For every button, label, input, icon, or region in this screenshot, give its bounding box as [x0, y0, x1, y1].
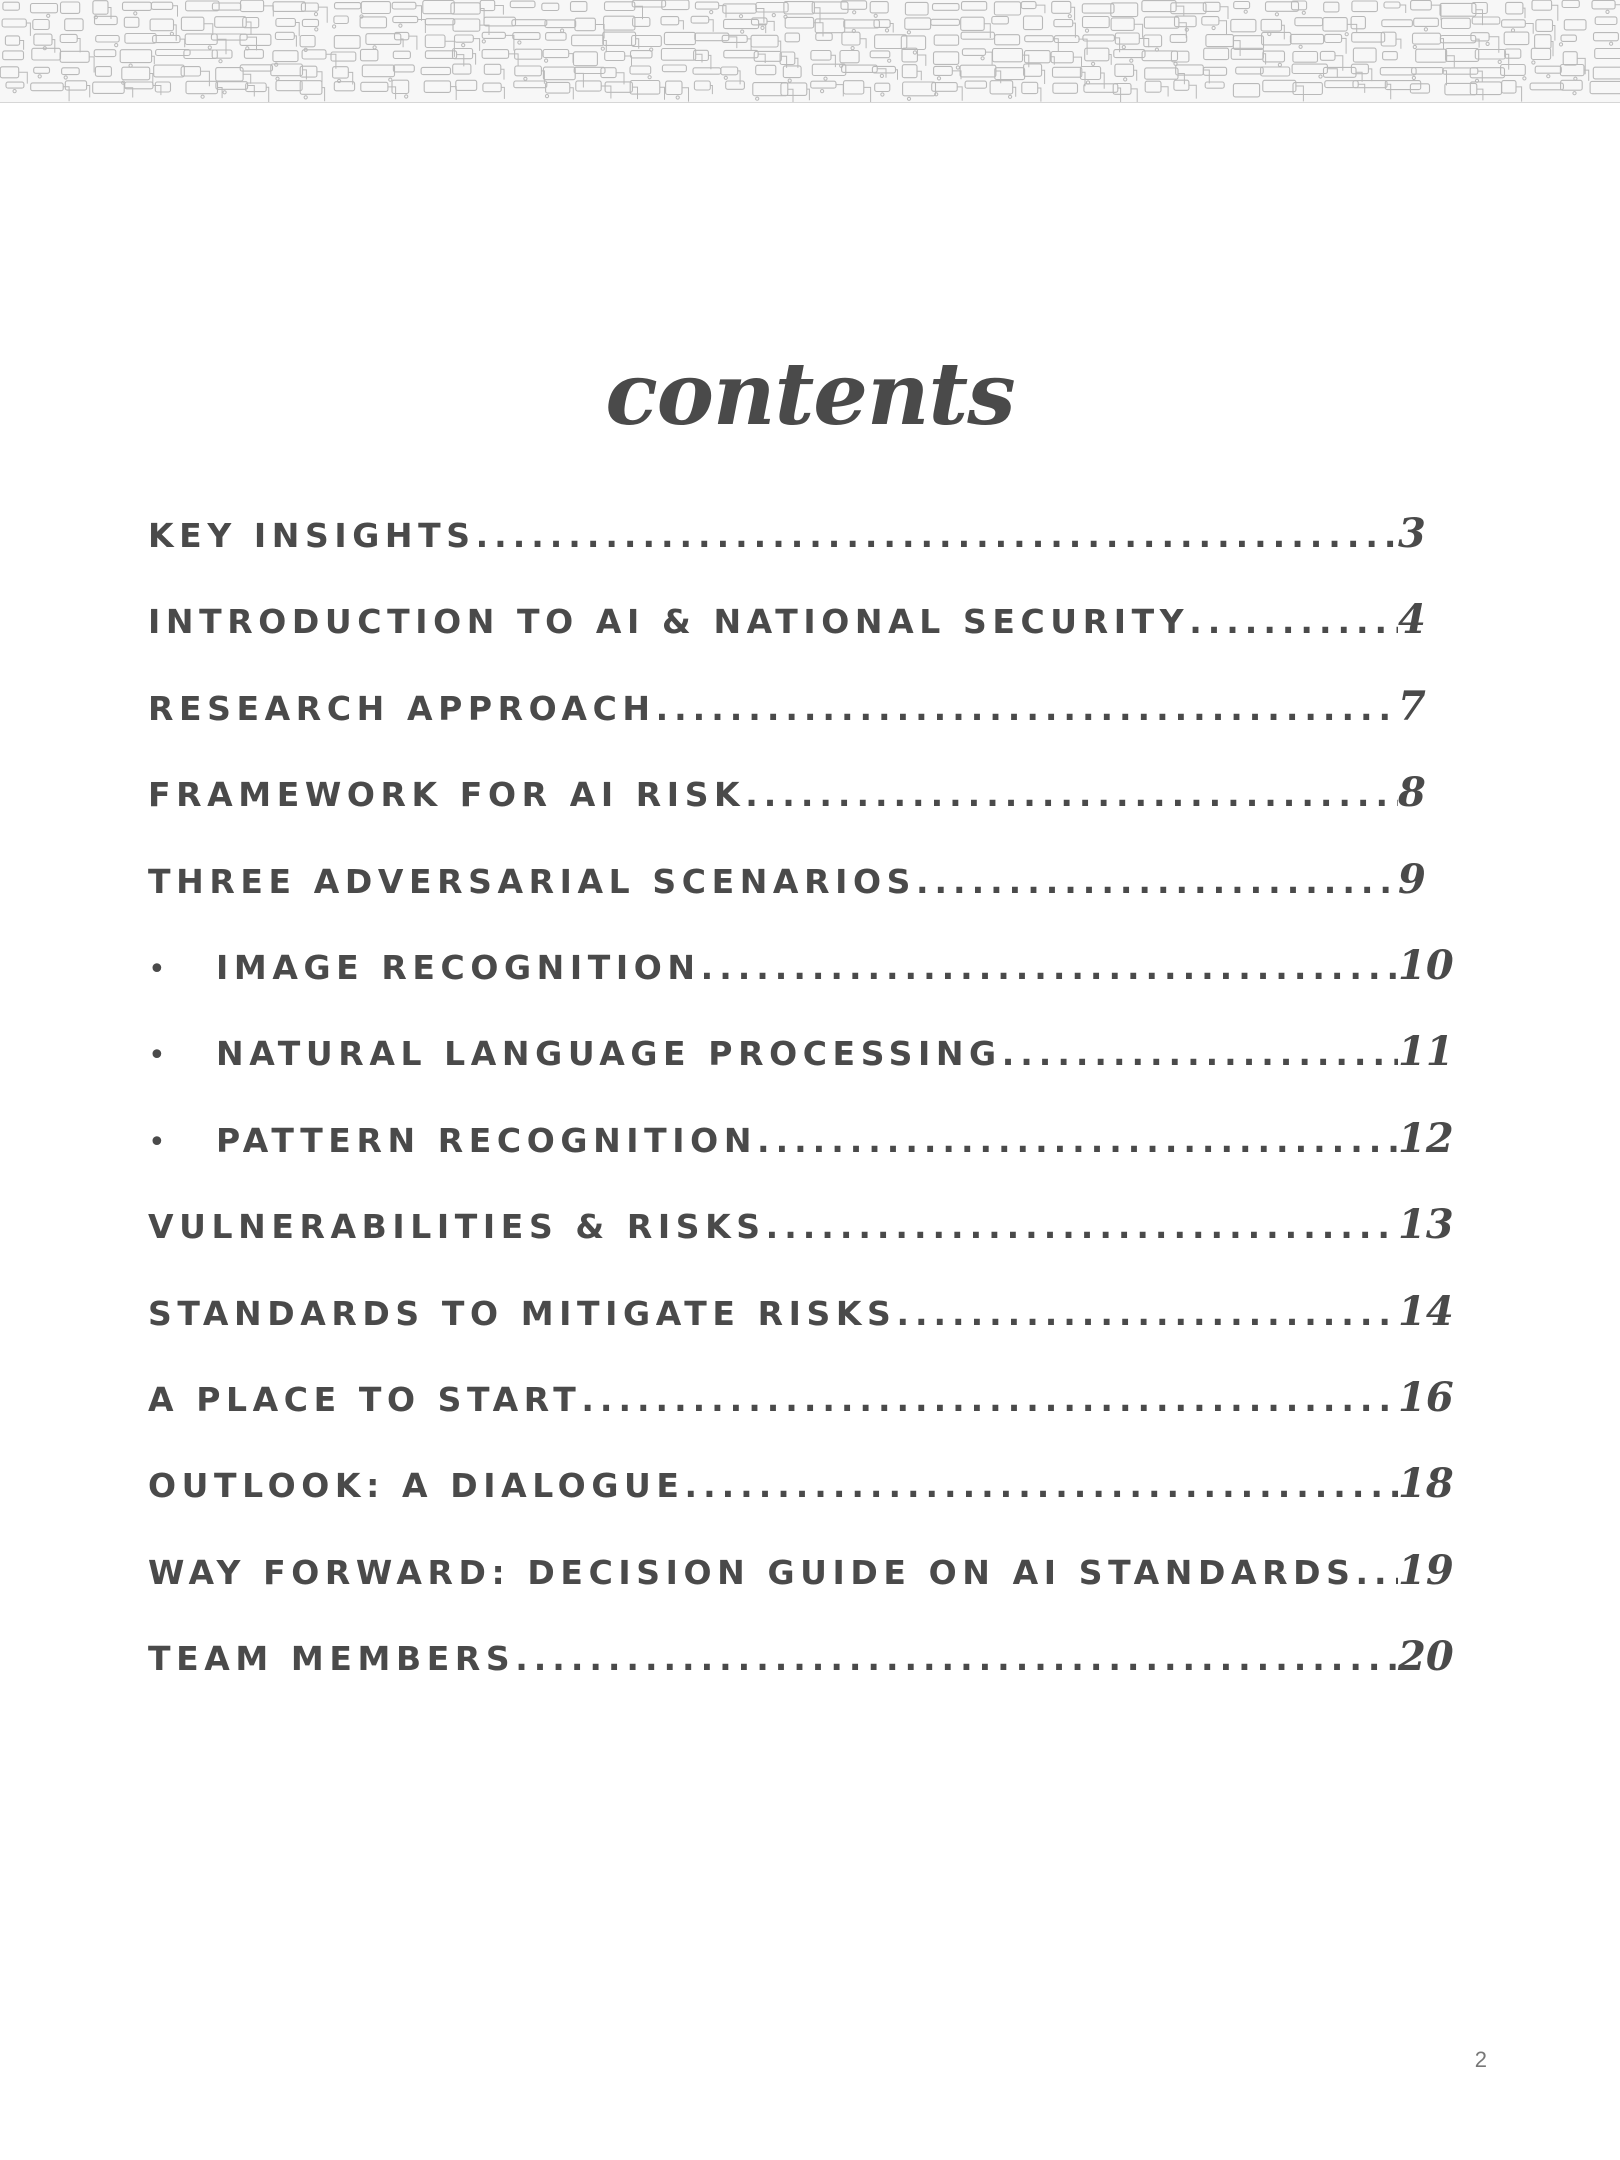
toc-bullet: • — [148, 951, 166, 987]
toc-dot-leader — [515, 1639, 1398, 1678]
toc-dot-leader — [701, 948, 1398, 987]
toc-entry-page-number: 4 — [1398, 596, 1426, 644]
toc-entry-title-area — [148, 948, 1398, 987]
toc-entry-label: STANDARDS TO MITIGATE RISKS — [148, 1293, 897, 1333]
toc-entry-title-area — [148, 516, 1398, 555]
toc-entry[interactable] — [148, 1374, 1468, 1460]
toc-entry-label: OUTLOOK: A DIALOGUE — [148, 1466, 685, 1506]
toc-entry[interactable] — [148, 510, 1468, 596]
toc-entry-title-area — [148, 602, 1398, 641]
toc-dot-leader — [685, 1466, 1398, 1505]
toc-entry[interactable] — [148, 1288, 1468, 1374]
toc-entry-label: NATURAL LANGUAGE PROCESSING — [216, 1034, 1002, 1074]
toc-entry[interactable] — [148, 1028, 1468, 1114]
toc-entry-title-area — [148, 1121, 1398, 1160]
decorative-circuit-banner — [0, 0, 1620, 103]
toc-dot-leader — [1356, 1553, 1399, 1592]
toc-entry-label: FRAMEWORK FOR AI RISK — [148, 775, 746, 815]
toc-entry-label: WAY FORWARD: DECISION GUIDE ON AI STANDARDS — [148, 1552, 1356, 1592]
toc-entry-label: A PLACE TO START — [148, 1379, 582, 1419]
toc-entry-title-area — [148, 1553, 1398, 1592]
toc-entry-page-number: 12 — [1398, 1114, 1454, 1162]
toc-entry-title-area — [148, 1466, 1398, 1505]
toc-entry-page-number: 13 — [1398, 1201, 1454, 1249]
toc-entry-page-number: 8 — [1398, 769, 1426, 817]
toc-entry-label: IMAGE RECOGNITION — [216, 947, 701, 987]
toc-entry-page-number: 16 — [1398, 1373, 1454, 1421]
toc-dot-leader — [581, 1380, 1398, 1419]
toc-entry-title-area — [148, 1034, 1398, 1073]
toc-entry-title-area — [148, 1639, 1398, 1678]
toc-entry[interactable] — [148, 1633, 1468, 1719]
toc-entry-page-number: 3 — [1398, 510, 1426, 557]
toc-entry[interactable] — [148, 683, 1468, 769]
toc-entry-label: THREE ADVERSARIAL SCENARIOS — [148, 861, 916, 901]
toc-bullet: • — [148, 1038, 166, 1074]
table-of-contents — [148, 510, 1468, 1719]
toc-entry-page-number: 10 — [1398, 941, 1454, 989]
toc-entry[interactable] — [148, 1201, 1468, 1287]
toc-entry-title-area — [148, 862, 1398, 901]
toc-entry-page-number: 11 — [1398, 1028, 1454, 1076]
toc-entry-title-area — [148, 1294, 1398, 1333]
toc-dot-leader — [916, 862, 1398, 901]
toc-entry[interactable] — [148, 596, 1468, 682]
toc-entry[interactable] — [148, 1460, 1468, 1546]
toc-entry[interactable] — [148, 1547, 1468, 1633]
toc-entry[interactable] — [148, 1115, 1468, 1201]
toc-entry-page-number: 20 — [1398, 1633, 1454, 1681]
toc-entry-label: VULNERABILITIES & RISKS — [148, 1207, 766, 1247]
toc-entry-page-number: 19 — [1398, 1546, 1454, 1594]
toc-entry-label: PATTERN RECOGNITION — [216, 1120, 758, 1160]
page-number: 2 — [1474, 2047, 1487, 2072]
page-title: contents — [605, 343, 1015, 445]
toc-entry-page-number: 18 — [1398, 1460, 1454, 1508]
toc-entry[interactable] — [148, 769, 1468, 855]
toc-entry-title-area — [148, 689, 1398, 728]
toc-entry-title-area — [148, 1207, 1398, 1246]
toc-dot-leader — [656, 689, 1398, 728]
toc-entry[interactable] — [148, 856, 1468, 942]
toc-entry-label: KEY INSIGHTS — [148, 516, 476, 555]
toc-entry-page-number: 14 — [1398, 1287, 1454, 1335]
circuit-pattern-graphic — [0, 0, 1620, 102]
toc-entry-label: RESEARCH APPROACH — [148, 688, 656, 728]
toc-entry-label: TEAM MEMBERS — [148, 1639, 516, 1679]
toc-dot-leader — [757, 1121, 1398, 1160]
toc-entry-label: INTRODUCTION TO AI & NATIONAL SECURITY — [148, 602, 1190, 642]
toc-entry-title-area — [148, 1380, 1398, 1419]
toc-dot-leader — [1189, 602, 1398, 641]
toc-dot-leader — [896, 1294, 1398, 1333]
toc-entry[interactable] — [148, 942, 1468, 1028]
toc-entry-title-area — [148, 775, 1398, 814]
toc-dot-leader — [745, 775, 1398, 814]
toc-entry-page-number: 7 — [1398, 682, 1426, 730]
toc-dot-leader — [766, 1207, 1398, 1246]
toc-entry-page-number: 9 — [1398, 855, 1426, 903]
toc-dot-leader — [476, 516, 1398, 555]
toc-bullet: • — [148, 1124, 166, 1160]
toc-dot-leader — [1002, 1034, 1398, 1073]
